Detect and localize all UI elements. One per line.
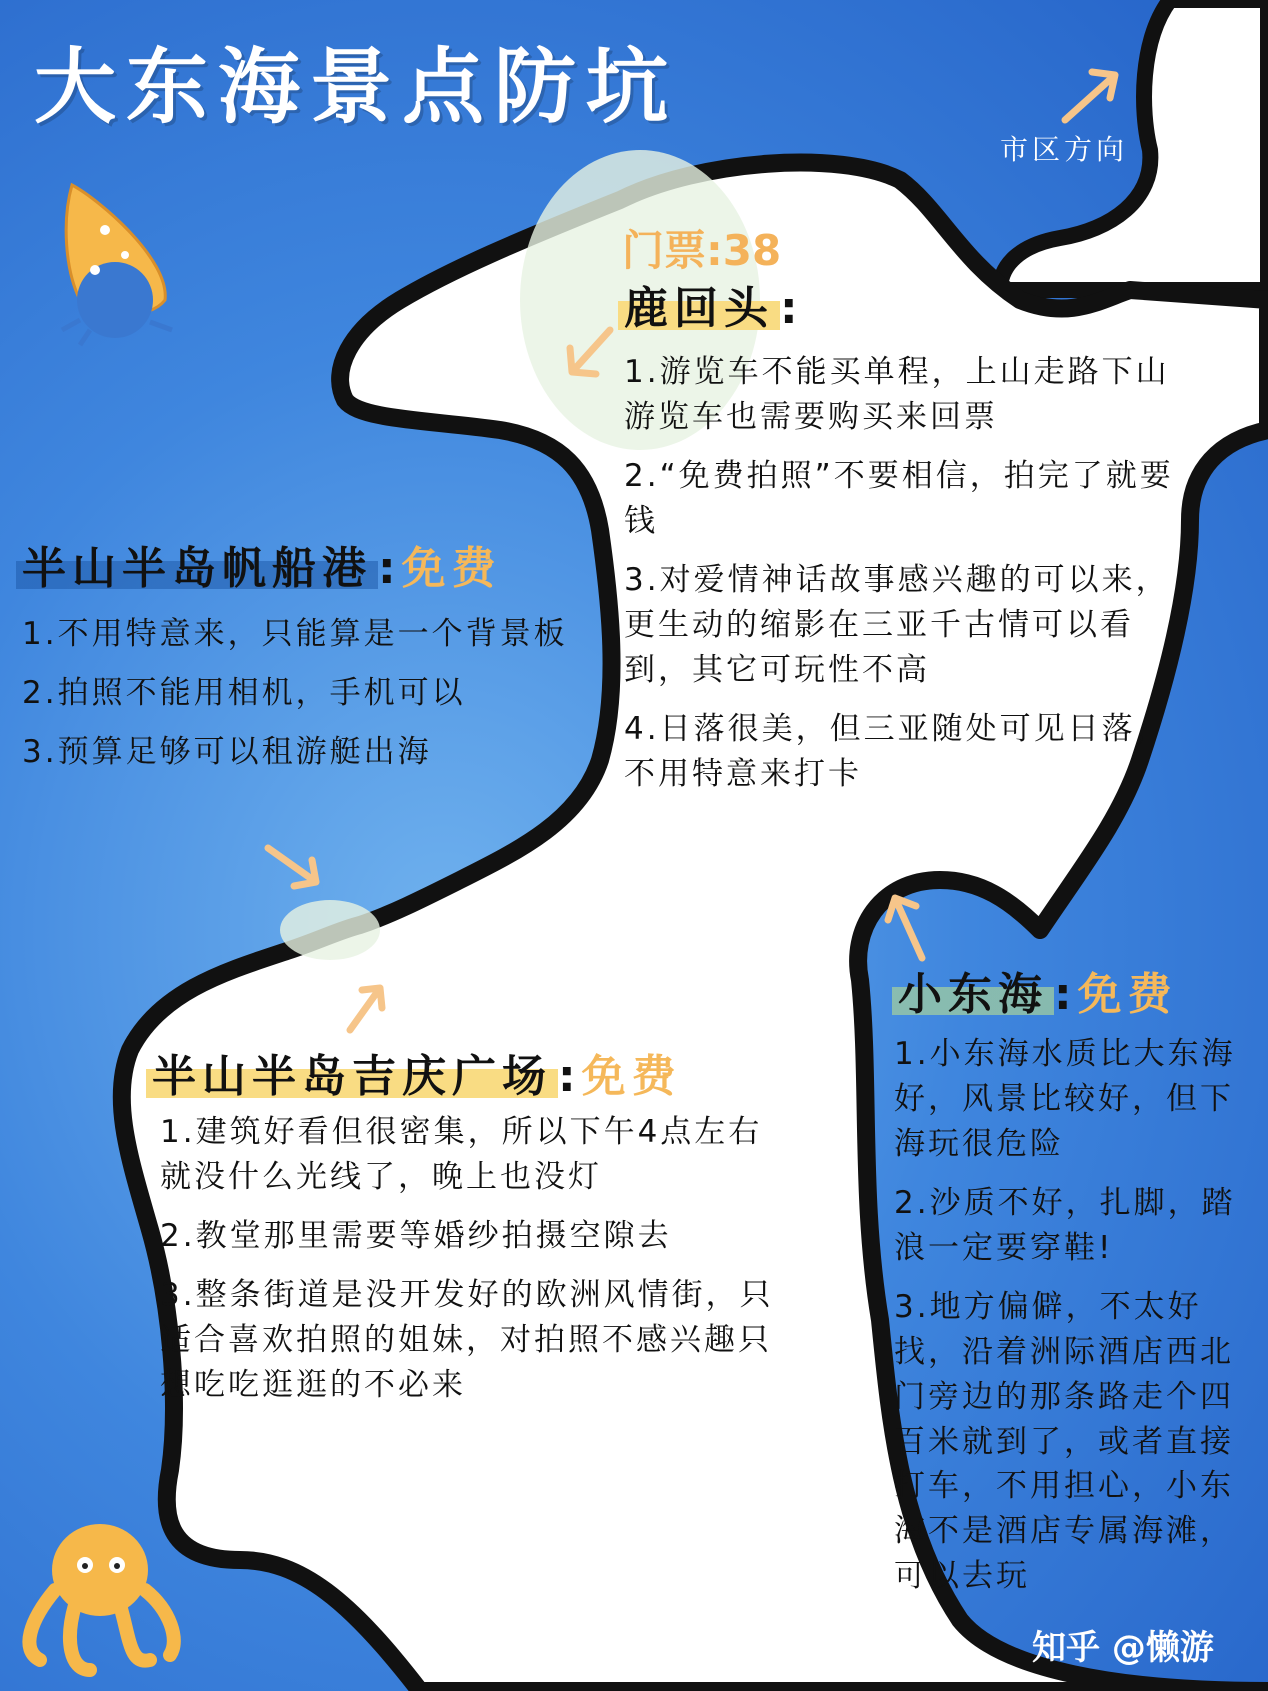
heading-colon: : xyxy=(1054,969,1078,1020)
heading-colon: : xyxy=(378,543,402,594)
list-item: 3.预算足够可以租游艇出海 xyxy=(22,733,432,770)
list-item: 4.日落很美，但三亚随处可见日落，不用特意来打卡 xyxy=(624,710,1170,792)
luhuitou-list xyxy=(624,350,1184,810)
direction-label: 市区方向 xyxy=(1000,133,1129,166)
luhuitou-heading xyxy=(618,272,804,336)
luhuitou-name: 鹿回头 xyxy=(618,283,780,334)
list-item: 3.地方偏僻，不太好找，沿着洲际酒店西北门旁边的那条路走个四百米就到了，或者直接打车，不用担心，小东海不是酒店专属海滩，可以去玩 xyxy=(894,1288,1234,1595)
list-item: 1.游览车不能买单程，上山走路下山游览车也需要购买来回票 xyxy=(624,354,1170,435)
list-item: 3.整条街道是没开发好的欧洲风情街，只适合喜欢拍照的姐妹，对拍照不感兴趣只想吃吃逛逛的不必来 xyxy=(160,1276,774,1403)
page-title: 大东海景点防坑 xyxy=(34,40,679,135)
heading-colon: : xyxy=(558,1051,582,1102)
list-item: 2.沙质不好，扎脚，踏浪一定要穿鞋! xyxy=(894,1184,1236,1266)
list-item: 1.不用特意来，只能算是一个背景板 xyxy=(22,616,568,652)
list-item: 2.教堂那里需要等婚纱拍摄空隙去 xyxy=(160,1217,672,1254)
fanchuan-price: 免费 xyxy=(401,543,502,594)
luhuitou-ticket: 门票:38 xyxy=(622,226,782,275)
jiqing-list xyxy=(160,1110,780,1422)
octopus-icon xyxy=(29,1524,173,1670)
arrow-icon xyxy=(1065,72,1115,120)
shell-icon xyxy=(62,185,172,345)
jiqing-heading xyxy=(146,1040,682,1104)
fanchuan-name: 半山半岛帆船港 xyxy=(16,543,378,594)
land-tint xyxy=(280,900,380,960)
list-item: 3.对爱情神话故事感兴趣的可以来，更生动的缩影在三亚千古情可以看到，其它可玩性不高 xyxy=(624,561,1170,688)
list-item: 1.建筑好看但很密集，所以下午4点左右就没什么光线了，晚上也没灯 xyxy=(160,1114,763,1195)
jiqing-price: 免费 xyxy=(581,1051,682,1102)
arrow-icon xyxy=(888,898,922,958)
fanchuan-list xyxy=(22,612,577,789)
xiaodonghai-price: 免费 xyxy=(1077,969,1178,1020)
xiaodonghai-name: 小东海 xyxy=(892,969,1054,1020)
fanchuan-heading xyxy=(16,532,502,596)
list-item: 1.小东海水质比大东海好，风景比较好，但下海玩很危险 xyxy=(894,1036,1236,1162)
list-item: 2.拍照不能用相机，手机可以 xyxy=(22,674,466,711)
watermark: 知乎 @懒游 xyxy=(1032,1628,1214,1668)
xiaodonghai-list xyxy=(894,1032,1256,1613)
xiaodonghai-heading xyxy=(892,958,1178,1022)
heading-colon: : xyxy=(780,283,804,334)
jiqing-name: 半山半岛吉庆广场 xyxy=(146,1051,558,1102)
arrow-icon xyxy=(268,848,316,886)
list-item: 2.“免费拍照”不要相信，拍完了就要钱 xyxy=(624,457,1174,539)
